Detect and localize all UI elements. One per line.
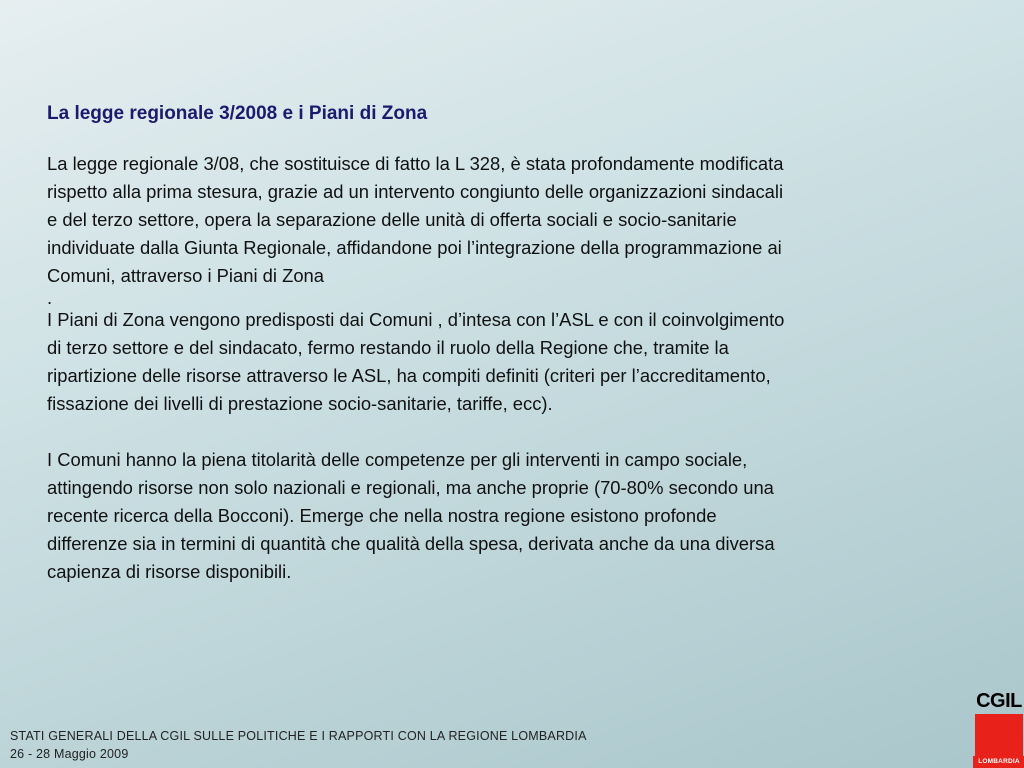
logo-wordmark: CGIL bbox=[976, 690, 1022, 712]
logo-red-block bbox=[975, 714, 1023, 756]
paragraph-gap bbox=[47, 418, 977, 446]
slide-footer bbox=[10, 727, 587, 763]
slide-content bbox=[47, 100, 977, 586]
paragraph-piani-di-zona: I Piani di Zona vengono predisposti dai Comuni , d’intesa con l’ASL e con il coinvolgimento di terzo settore e del sindacato, fermo restando il ruolo della Regione che, tramite la ripartizione delle risorse attraverso le ASL, ha compiti definiti (criteri per l’accreditamento, fissazione dei livelli di prestazione socio-sanitarie, tariffe, ecc). bbox=[47, 309, 785, 414]
footer-event-date: 26 - 28 Maggio 2009 bbox=[10, 747, 129, 761]
slide-title: La legge regionale 3/2008 e i Piani di Zona bbox=[47, 103, 428, 124]
separator-dot: . bbox=[47, 287, 53, 308]
footer-event-title: STATI GENERALI DELLA CGIL SULLE POLITICHE E I RAPPORTI CON LA REGIONE LOMBARDIA bbox=[10, 729, 587, 743]
paragraph-legge-regionale: La legge regionale 3/08, che sostituisce di fatto la L 328, è stata profondamente modificata rispetto alla prima stesura, grazie ad un intervento congiunto delle organizzazioni sindacali e del terzo settore, opera la separazione delle unità di offerta sociali e socio-sanitarie individuate dalla Giunta Regionale, affidandone poi l’integrazione della programmazione ai Comuni, attraverso i Piani di Zona bbox=[47, 153, 784, 286]
logo-region-label: LOMBARDIA bbox=[973, 756, 1024, 768]
paragraph-comuni: I Comuni hanno la piena titolarità delle competenze per gli interventi in campo sociale, attingendo risorse non solo nazionali e regionali, ma anche proprie (70-80% secondo una recente ricerca della Bocconi). Emerge che nella nostra regione esistono profonde differenze sia in termini di quantità che qualità della spesa, derivata anche da una diversa capienza di risorse disponibili. bbox=[47, 449, 775, 582]
cgil-logo bbox=[973, 690, 1024, 768]
